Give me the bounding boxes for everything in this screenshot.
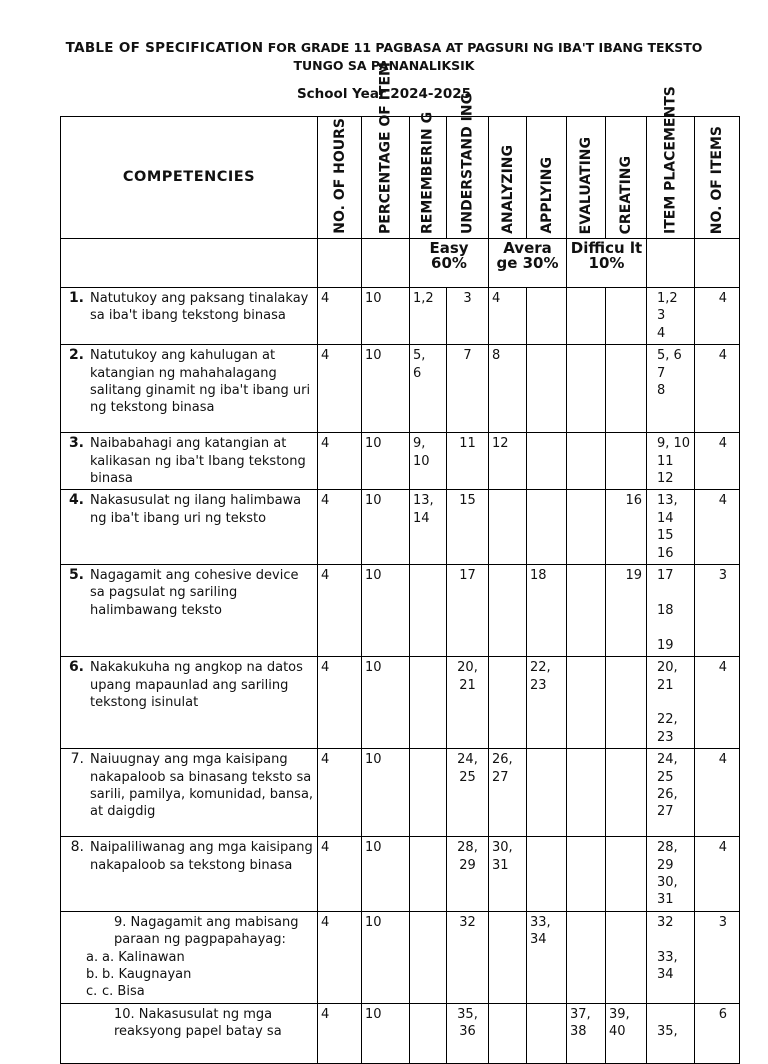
competency-cell bbox=[61, 490, 318, 565]
creating-cell bbox=[606, 433, 647, 490]
competency-cell bbox=[61, 345, 318, 433]
col-items: NO. OF ITEMS bbox=[695, 117, 740, 239]
creating-cell bbox=[606, 657, 647, 749]
level-average: Avera ge 30% bbox=[489, 239, 567, 288]
evaluating-cell bbox=[567, 837, 606, 912]
percentage-cell: 10 bbox=[362, 837, 410, 912]
items-cell: 4 bbox=[695, 490, 740, 565]
understanding-cell: 7 bbox=[447, 345, 489, 433]
document-title bbox=[0, 40, 768, 56]
col-creating: CREATING bbox=[606, 117, 647, 239]
competency-cell bbox=[61, 1003, 318, 1063]
competency-number: 5. bbox=[68, 567, 84, 584]
placements-cell: 35, bbox=[647, 1003, 695, 1063]
remembering-cell: 13, 14 bbox=[410, 490, 447, 565]
analyzing-cell bbox=[489, 565, 527, 657]
col-hours: NO. OF HOURS bbox=[318, 117, 362, 239]
evaluating-cell bbox=[567, 657, 606, 749]
col-analyzing: ANALYZING bbox=[489, 117, 527, 239]
document-title-line2: TUNGO SA PANANALIKSIK bbox=[293, 58, 475, 73]
placements-cell: 13, 14 15 16 bbox=[647, 490, 695, 565]
hours-cell: 4 bbox=[318, 565, 362, 657]
sub-item: c. c. Bisa bbox=[86, 984, 145, 1000]
header-row bbox=[61, 117, 740, 239]
table-row bbox=[61, 433, 740, 490]
competency-text: Nagagamit ang cohesive device sa pagsulat ng sariling halimbawang teksto bbox=[90, 568, 299, 618]
applying-cell: 18 bbox=[527, 565, 567, 657]
col-placements: ITEM PLACEMENTS bbox=[647, 117, 695, 239]
placements-cell: 28, 29 30, 31 bbox=[647, 837, 695, 912]
percentage-cell: 10 bbox=[362, 288, 410, 345]
table-row bbox=[61, 490, 740, 565]
table-row bbox=[61, 288, 740, 345]
competency-cell bbox=[61, 565, 318, 657]
remembering-cell: 5, 6 bbox=[410, 345, 447, 433]
creating-cell bbox=[606, 345, 647, 433]
evaluating-cell bbox=[567, 345, 606, 433]
competency-text: Naipaliliwanag ang mga kaisipang nakapaloob sa tekstong binasa bbox=[90, 840, 313, 873]
table-row bbox=[61, 749, 740, 837]
competency-text: Natutukoy ang paksang tinalakay sa iba't ibang tekstong binasa bbox=[90, 291, 309, 324]
analyzing-cell: 12 bbox=[489, 433, 527, 490]
competency-number: 1. bbox=[68, 290, 84, 306]
competency-cell bbox=[61, 288, 318, 345]
competency-cell bbox=[61, 837, 318, 912]
evaluating-cell bbox=[567, 490, 606, 565]
hours-cell: 4 bbox=[318, 837, 362, 912]
sub-item: b. b. Kaugnayan bbox=[86, 966, 192, 982]
understanding-cell: 32 bbox=[447, 911, 489, 1003]
competency-cell bbox=[61, 749, 318, 837]
hours-cell: 4 bbox=[318, 749, 362, 837]
analyzing-cell bbox=[489, 657, 527, 749]
placements-cell: 24, 25 26, 27 bbox=[647, 749, 695, 837]
items-cell: 4 bbox=[695, 288, 740, 345]
col-understanding: UNDERSTAND ING bbox=[447, 117, 489, 239]
analyzing-cell bbox=[489, 490, 527, 565]
competency-number: 3. bbox=[68, 435, 84, 452]
percentage-cell: 10 bbox=[362, 911, 410, 1003]
col-percentage: PERCENTAGE OF ITEM bbox=[362, 117, 410, 239]
applying-cell bbox=[527, 288, 567, 345]
percentage-cell: 10 bbox=[362, 490, 410, 565]
competency-cell bbox=[61, 433, 318, 490]
understanding-cell: 20, 21 bbox=[447, 657, 489, 749]
applying-cell: 22, 23 bbox=[527, 657, 567, 749]
percentage-cell: 10 bbox=[362, 433, 410, 490]
applying-cell bbox=[527, 837, 567, 912]
col-evaluating: EVALUATING bbox=[567, 117, 606, 239]
hours-cell: 4 bbox=[318, 490, 362, 565]
analyzing-cell: 26, 27 bbox=[489, 749, 527, 837]
hours-cell: 4 bbox=[318, 345, 362, 433]
creating-cell: 39, 40 bbox=[606, 1003, 647, 1063]
evaluating-cell bbox=[567, 749, 606, 837]
placements-cell: 9, 10 11 12 bbox=[647, 433, 695, 490]
understanding-cell: 24, 25 bbox=[447, 749, 489, 837]
items-cell: 4 bbox=[695, 837, 740, 912]
hours-cell: 4 bbox=[318, 911, 362, 1003]
remembering-cell bbox=[410, 749, 447, 837]
placements-cell: 32 33, 34 bbox=[647, 911, 695, 1003]
table-row bbox=[61, 911, 740, 1003]
competency-cell bbox=[61, 657, 318, 749]
items-cell: 3 bbox=[695, 911, 740, 1003]
analyzing-cell: 30, 31 bbox=[489, 837, 527, 912]
hours-cell: 4 bbox=[318, 433, 362, 490]
col-applying: APPLYING bbox=[527, 117, 567, 239]
placements-cell: 20, 21 22, 23 bbox=[647, 657, 695, 749]
items-cell: 4 bbox=[695, 345, 740, 433]
competency-text: 10. Nakasusulat ng mga reaksyong papel batay sa bbox=[114, 1006, 282, 1040]
hours-cell: 4 bbox=[318, 288, 362, 345]
competency-number: 2. bbox=[68, 347, 84, 364]
level-easy: Easy 60% bbox=[410, 239, 489, 288]
percentage-cell: 10 bbox=[362, 1003, 410, 1063]
applying-cell: 33, 34 bbox=[527, 911, 567, 1003]
creating-cell: 16 bbox=[606, 490, 647, 565]
title-rest: FOR GRADE 11 PAGBASA AT PAGSURI NG IBA'T IBANG TEKSTO bbox=[267, 40, 703, 55]
remembering-cell bbox=[410, 837, 447, 912]
competency-text: Naibabahagi ang katangian at kalikasan ng iba't Ibang tekstong binasa bbox=[90, 436, 306, 487]
competency-text: 9. Nagagamit ang mabisang paraan ng pagpapahayag: bbox=[114, 914, 299, 948]
placements-cell: 5, 6 7 8 bbox=[647, 345, 695, 433]
percentage-cell: 10 bbox=[362, 345, 410, 433]
remembering-cell: 9, 10 bbox=[410, 433, 447, 490]
creating-cell: 19 bbox=[606, 565, 647, 657]
competency-number: 6. bbox=[68, 659, 84, 676]
evaluating-cell bbox=[567, 288, 606, 345]
table-row bbox=[61, 345, 740, 433]
items-cell: 3 bbox=[695, 565, 740, 657]
percentage-cell: 10 bbox=[362, 657, 410, 749]
competency-text: Nakakukuha ng angkop na datos upang mapaunlad ang sariling tekstong isinulat bbox=[90, 660, 303, 710]
competency-text: Natutukoy ang kahulugan at katangian ng mahahalagang salitang ginamit ng iba't ibang uri ng tekstong binasa bbox=[90, 348, 311, 416]
understanding-cell: 28, 29 bbox=[447, 837, 489, 912]
creating-cell bbox=[606, 837, 647, 912]
items-cell: 6 bbox=[695, 1003, 740, 1063]
level-difficult: Difficu lt 10% bbox=[567, 239, 647, 288]
understanding-cell: 35, 36 bbox=[447, 1003, 489, 1063]
competency-number: 4. bbox=[68, 492, 84, 509]
hours-cell: 4 bbox=[318, 1003, 362, 1063]
evaluating-cell bbox=[567, 433, 606, 490]
items-cell: 4 bbox=[695, 433, 740, 490]
applying-cell bbox=[527, 433, 567, 490]
understanding-cell: 11 bbox=[447, 433, 489, 490]
title-bold: TABLE OF SPECIFICATION bbox=[65, 40, 264, 56]
competency-number: 7. bbox=[70, 751, 84, 768]
understanding-cell: 17 bbox=[447, 565, 489, 657]
percentage-cell: 10 bbox=[362, 749, 410, 837]
applying-cell bbox=[527, 749, 567, 837]
remembering-cell bbox=[410, 657, 447, 749]
evaluating-cell: 37, 38 bbox=[567, 1003, 606, 1063]
remembering-cell bbox=[410, 565, 447, 657]
creating-cell bbox=[606, 288, 647, 345]
competency-cell bbox=[61, 911, 318, 1003]
applying-cell bbox=[527, 345, 567, 433]
analyzing-cell: 4 bbox=[489, 288, 527, 345]
percentage-cell: 10 bbox=[362, 565, 410, 657]
table-row bbox=[61, 657, 740, 749]
competency-number: 8. bbox=[70, 839, 84, 856]
placements-cell: 1,2 3 4 bbox=[647, 288, 695, 345]
items-cell: 4 bbox=[695, 657, 740, 749]
col-remembering: REMEMBERIN G bbox=[410, 117, 447, 239]
competencies-header: COMPETENCIES bbox=[61, 117, 318, 239]
competency-text: Naiuugnay ang mga kaisipang nakapaloob sa binasang teksto sa sarili, pamilya, komunidad, bansa, at daigdig bbox=[90, 752, 314, 820]
understanding-cell: 3 bbox=[447, 288, 489, 345]
items-cell: 4 bbox=[695, 749, 740, 837]
table-row bbox=[61, 1003, 740, 1063]
table-row bbox=[61, 837, 740, 912]
understanding-cell: 15 bbox=[447, 490, 489, 565]
sub-item: a. a. Kalinawan bbox=[86, 949, 185, 965]
remembering-cell: 1,2 bbox=[410, 288, 447, 345]
school-year: School Year 2024-2025 bbox=[296, 86, 472, 102]
analyzing-cell: 8 bbox=[489, 345, 527, 433]
creating-cell bbox=[606, 749, 647, 837]
placements-cell: 17 18 19 bbox=[647, 565, 695, 657]
evaluating-cell bbox=[567, 565, 606, 657]
hours-cell: 4 bbox=[318, 657, 362, 749]
difficulty-row bbox=[61, 239, 740, 288]
table-row bbox=[61, 565, 740, 657]
competency-text: Nakasusulat ng ilang halimbawa ng iba't ibang uri ng teksto bbox=[90, 493, 302, 526]
applying-cell bbox=[527, 490, 567, 565]
